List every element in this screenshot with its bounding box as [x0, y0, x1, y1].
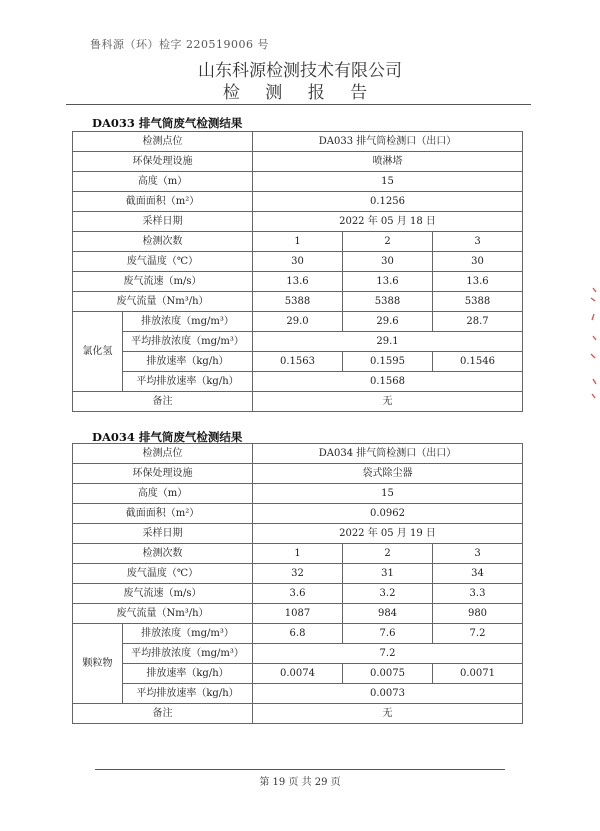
- cell-value: 30: [433, 252, 523, 272]
- cell-value: 29.0: [253, 312, 343, 332]
- cell-value: 5388: [343, 292, 433, 312]
- pollutant-name: 氯化氢: [73, 312, 123, 392]
- row-label: 采样日期: [73, 524, 253, 544]
- cell-value: 980: [433, 604, 523, 624]
- row-label: 采样日期: [73, 212, 253, 232]
- footer-rule: [95, 769, 505, 770]
- cell-value: 0.1546: [433, 352, 523, 372]
- cell-value: 13.6: [343, 272, 433, 292]
- row-label: 排放速率（kg/h）: [123, 664, 253, 684]
- table-row: [73, 332, 523, 352]
- cell-value: 6.8: [253, 624, 343, 644]
- cell-value: 2: [343, 232, 433, 252]
- cell-value: 3.2: [343, 584, 433, 604]
- row-label: 排放速率（kg/h）: [123, 352, 253, 372]
- row-value: 7.2: [253, 644, 523, 664]
- row-label: 废气流速（m/s）: [73, 584, 253, 604]
- section-title-da034: DA034 排气筒废气检测结果: [92, 430, 243, 444]
- row-label: 平均排放速率（kg/h）: [123, 372, 253, 392]
- row-label: 废气流速（m/s）: [73, 272, 253, 292]
- cell-value: 3.3: [433, 584, 523, 604]
- row-label: 环保处理设施: [73, 464, 253, 484]
- table-row: [73, 192, 523, 212]
- row-label: 废气温度（℃）: [73, 564, 253, 584]
- table-row: [73, 624, 523, 644]
- table-row: [73, 584, 523, 604]
- row-value: 0.1568: [253, 372, 523, 392]
- cell-value: 0.1595: [343, 352, 433, 372]
- cell-value: 28.7: [433, 312, 523, 332]
- row-value: 15: [253, 484, 523, 504]
- cell-value: 30: [343, 252, 433, 272]
- row-value: 0.0962: [253, 504, 523, 524]
- table-row: [73, 352, 523, 372]
- cell-value: 5388: [433, 292, 523, 312]
- row-label: 平均排放速率（kg/h）: [123, 684, 253, 704]
- row-label: 备注: [73, 392, 253, 412]
- row-label: 废气流量（Nm³/h）: [73, 292, 253, 312]
- header-rule: [66, 104, 531, 105]
- cell-value: 31: [343, 564, 433, 584]
- cell-value: 0.0075: [343, 664, 433, 684]
- cell-value: 984: [343, 604, 433, 624]
- table-row: [73, 372, 523, 392]
- row-label: 排放浓度（mg/m³）: [123, 624, 253, 644]
- row-value: 无: [253, 392, 523, 412]
- row-label: 排放浓度（mg/m³）: [123, 312, 253, 332]
- section-title-da033: DA033 排气筒废气检测结果: [92, 116, 243, 130]
- row-label: 截面面积（m²）: [73, 192, 253, 212]
- page-number: 第 19 页 共 29 页: [259, 777, 341, 788]
- cell-value: 5388: [253, 292, 343, 312]
- row-value: DA034 排气筒检测口（出口）: [253, 444, 523, 464]
- cell-value: 1: [253, 544, 343, 564]
- document-number: 鲁科源（环）检字 220519006 号: [90, 38, 269, 51]
- cell-value: 34: [433, 564, 523, 584]
- cell-value: 32: [253, 564, 343, 584]
- row-label: 平均排放浓度（mg/m³）: [123, 332, 253, 352]
- seal-edge-marks: [588, 284, 598, 404]
- cell-value: 3: [433, 232, 523, 252]
- results-table-da034: [72, 443, 523, 724]
- table-row: [73, 172, 523, 192]
- cell-value: 1087: [253, 604, 343, 624]
- table-row: [73, 544, 523, 564]
- row-value: 29.1: [253, 332, 523, 352]
- cell-value: 0.0074: [253, 664, 343, 684]
- pollutant-name: 颗粒物: [73, 624, 123, 704]
- table-row: [73, 152, 523, 172]
- row-label: 环保处理设施: [73, 152, 253, 172]
- table-row: [73, 684, 523, 704]
- row-label: 检测次数: [73, 544, 253, 564]
- row-label: 平均排放浓度（mg/m³）: [123, 644, 253, 664]
- report-title: 检 测 报 告: [222, 83, 378, 103]
- table-row: [73, 664, 523, 684]
- table-row: [73, 444, 523, 464]
- table-row: [73, 464, 523, 484]
- cell-value: 0.0071: [433, 664, 523, 684]
- row-label: 高度（m）: [73, 172, 253, 192]
- cell-value: 29.6: [343, 312, 433, 332]
- row-label: 废气流量（Nm³/h）: [73, 604, 253, 624]
- row-value: 喷淋塔: [253, 152, 523, 172]
- results-table-da033: [72, 131, 523, 412]
- cell-value: 0.1563: [253, 352, 343, 372]
- cell-value: 3.6: [253, 584, 343, 604]
- row-value: 0.1256: [253, 192, 523, 212]
- table-row: [73, 704, 523, 724]
- row-label: 高度（m）: [73, 484, 253, 504]
- row-label: 废气温度（℃）: [73, 252, 253, 272]
- row-label: 检测点位: [73, 444, 253, 464]
- table-row: [73, 524, 523, 544]
- table-row: [73, 644, 523, 664]
- cell-value: 30: [253, 252, 343, 272]
- row-value: 2022 年 05 月 18 日: [253, 212, 523, 232]
- row-value: 15: [253, 172, 523, 192]
- row-label: 检测点位: [73, 132, 253, 152]
- table-row: [73, 604, 523, 624]
- cell-value: 13.6: [433, 272, 523, 292]
- table-row: [73, 132, 523, 152]
- cell-value: 3: [433, 544, 523, 564]
- company-name: 山东科源检测技术有限公司: [198, 61, 402, 81]
- table-row: [73, 564, 523, 584]
- row-value: DA033 排气筒检测口（出口）: [253, 132, 523, 152]
- cell-value: 7.6: [343, 624, 433, 644]
- table-row: [73, 312, 523, 332]
- row-value: 无: [253, 704, 523, 724]
- table-row: [73, 212, 523, 232]
- table-row: [73, 272, 523, 292]
- row-label: 截面面积（m²）: [73, 504, 253, 524]
- cell-value: 13.6: [253, 272, 343, 292]
- cell-value: 1: [253, 232, 343, 252]
- table-row: [73, 252, 523, 272]
- row-label: 检测次数: [73, 232, 253, 252]
- table-row: [73, 504, 523, 524]
- row-label: 备注: [73, 704, 253, 724]
- table-row: [73, 392, 523, 412]
- cell-value: 7.2: [433, 624, 523, 644]
- table-row: [73, 292, 523, 312]
- cell-value: 2: [343, 544, 433, 564]
- row-value: 2022 年 05 月 19 日: [253, 524, 523, 544]
- table-row: [73, 484, 523, 504]
- table-row: [73, 232, 523, 252]
- row-value: 0.0073: [253, 684, 523, 704]
- row-value: 袋式除尘器: [253, 464, 523, 484]
